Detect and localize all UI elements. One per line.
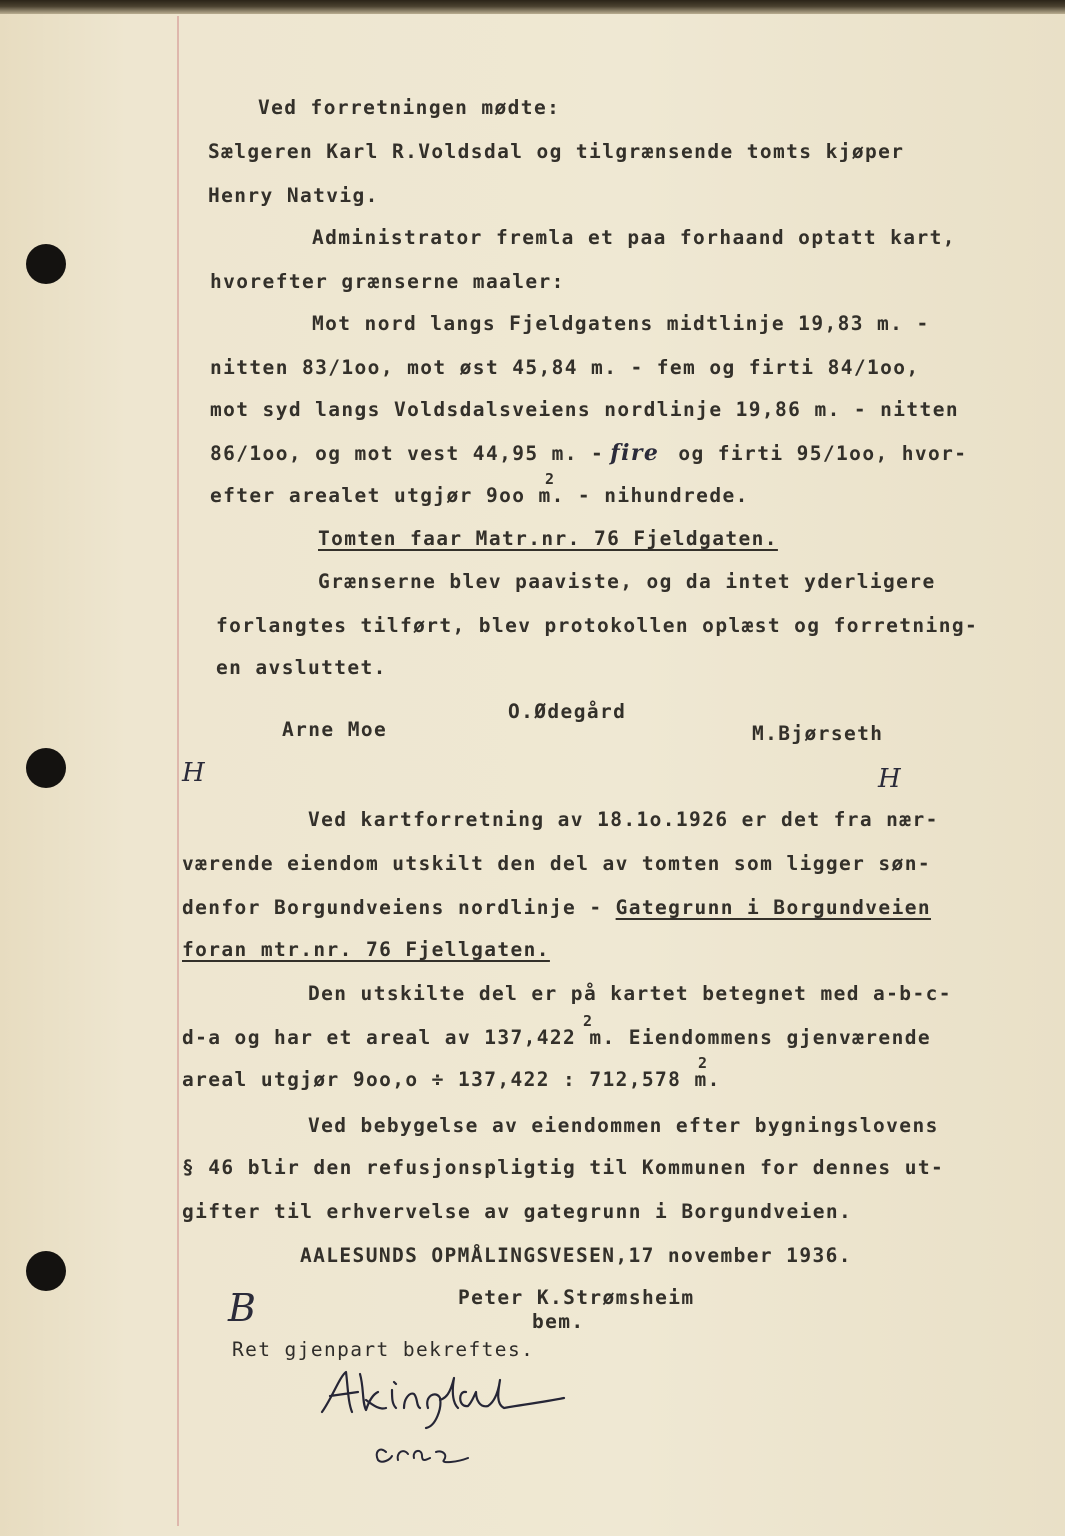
underlined-segment: Gategrunn i Borgundveien: [615, 896, 931, 919]
text-line: gifter til erhvervelse av gategrunn i Borgundveien.: [182, 1200, 853, 1223]
text-segment: . Eiendommens gjenværende: [602, 1026, 931, 1049]
text-line: [182, 1068, 721, 1092]
text-segment: denfor Borgundveiens nordlinje -: [182, 896, 616, 919]
punch-hole-top: [26, 244, 66, 284]
superscript-2: 2: [698, 1054, 708, 1072]
superscript-2: 2: [545, 470, 555, 488]
signer-title: bem.: [532, 1310, 585, 1333]
text-line: Grænserne blev paaviste, og da intet yderligere: [318, 570, 936, 593]
text-segment: - nihundrede.: [564, 484, 749, 507]
signature-right: M.Bjørseth: [752, 722, 884, 745]
text-line: Ved kartforretning av 18.1o.1926 er det fra nær-: [308, 808, 939, 831]
punch-hole-middle: [26, 748, 66, 788]
handwritten-insertion: fire: [610, 440, 660, 466]
handwritten-initial: B: [228, 1286, 256, 1330]
text-line: mot syd langs Voldsdalsveiens nordlinje 19,86 m. - nitten: [210, 398, 959, 421]
text-segment: areal utgjør 9oo,o ÷ 137,422 : 712,578 m: [182, 1068, 708, 1091]
text-line: Ved bebygelse av eiendommen efter bygningslovens: [308, 1114, 939, 1137]
text-line: § 46 blir den refusjonspligtig til Kommunen for dennes ut-: [182, 1156, 945, 1179]
text-line: Den utskilte del er på kartet betegnet med a-b-c-: [308, 982, 952, 1005]
text-line: forlangtes tilført, blev protokollen oplæst og forretning-: [216, 614, 979, 637]
certification-text: Ret gjenpart bekreftes.: [232, 1338, 535, 1361]
punch-hole-bottom: [26, 1251, 66, 1291]
text-line: [182, 1026, 931, 1050]
signer-name: Peter K.Strømsheim: [458, 1286, 695, 1309]
place-date: AALESUNDS OPMÅLINGSVESEN,17 november 1936.: [300, 1244, 852, 1267]
signature-left: Arne Moe: [282, 718, 388, 741]
text-line: foran mtr.nr. 76 Fjellgaten.: [182, 938, 550, 961]
text-line: en avsluttet.: [216, 656, 387, 679]
text-line: [210, 441, 967, 466]
hand-mark-right: H: [878, 764, 901, 794]
text-segment: .: [707, 1068, 721, 1091]
scan-top-edge: [0, 0, 1065, 14]
text-line: [210, 484, 749, 508]
text-segment: d-a og har et areal av 137,422 m: [182, 1026, 603, 1049]
text-line: Mot nord langs Fjeldgatens midtlinje 19,83 m. -: [312, 312, 930, 335]
text-segment: 86/1oo, og mot vest 44,95 m. -: [210, 442, 605, 465]
text-line: hvorefter grænserne maaler:: [210, 270, 565, 293]
handwritten-signature: [318, 1368, 578, 1478]
text-line: Sælgeren Karl R.Voldsdal og tilgrænsende tomts kjøper: [208, 140, 905, 163]
text-line: Ved forretningen mødte:: [258, 96, 561, 119]
section-title: Tomten faar Matr.nr. 76 Fjeldgaten.: [318, 527, 778, 550]
superscript-2: 2: [583, 1012, 593, 1030]
text-line: nitten 83/1oo, mot øst 45,84 m. - fem og firti 84/1oo,: [210, 356, 920, 379]
text-segment: og firti 95/1oo, hvor-: [665, 442, 968, 465]
hand-mark-left: H: [182, 758, 205, 788]
text-line: [182, 896, 931, 920]
text-segment: efter arealet utgjør 9oo m.: [210, 484, 565, 507]
text-line: Henry Natvig.: [208, 184, 379, 207]
signature-center: O.Ødegård: [508, 700, 627, 723]
text-line: værende eiendom utskilt den del av tomten som ligger søn-: [182, 852, 931, 875]
text-line: Administrator fremla et paa forhaand optatt kart,: [312, 226, 956, 249]
margin-line: [177, 16, 179, 1526]
